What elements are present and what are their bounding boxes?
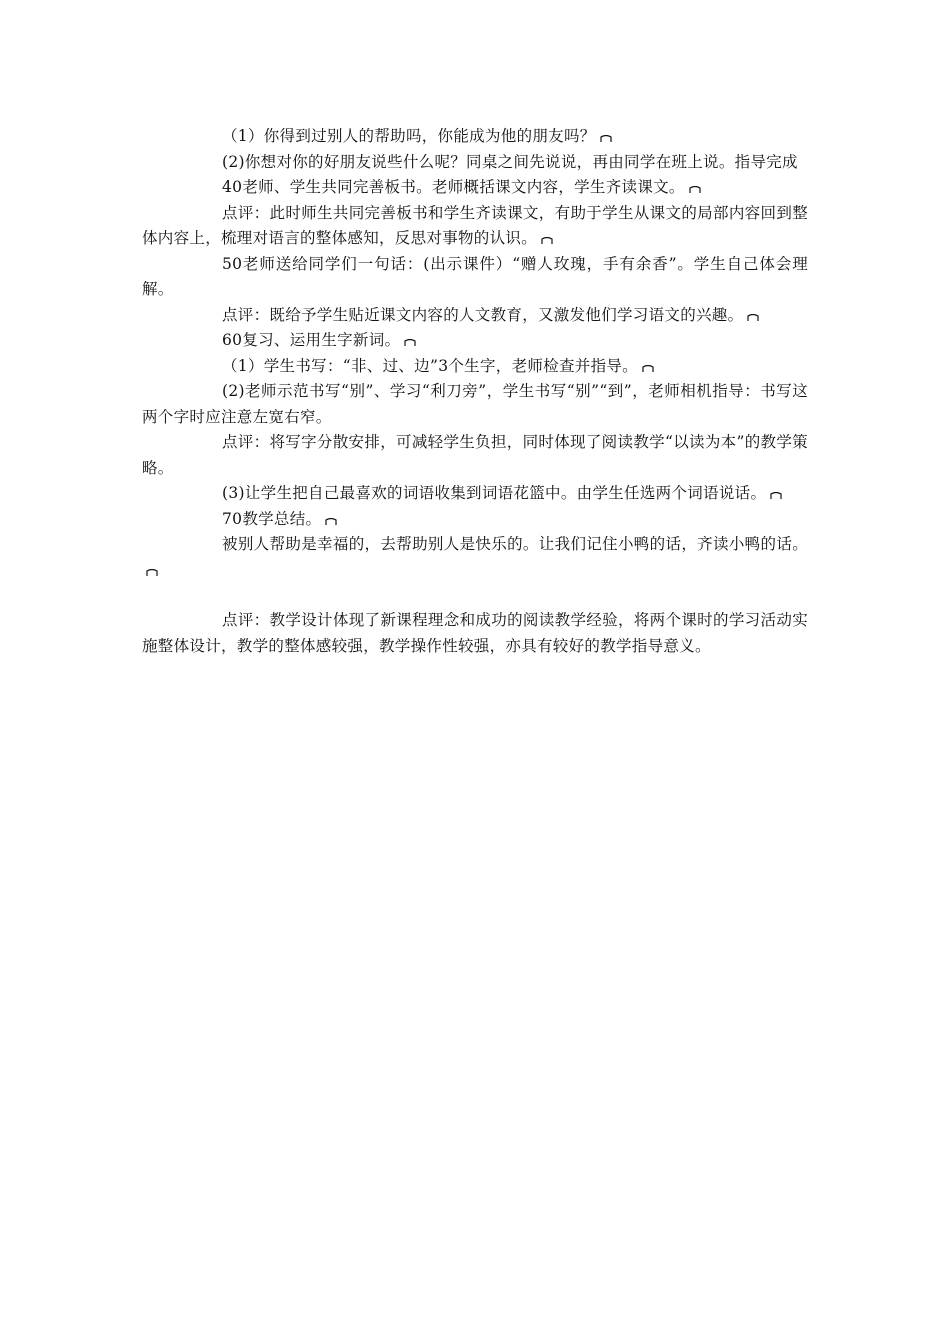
paragraph-mark-icon (689, 186, 701, 193)
paragraph-text: (2)老师示范书写“别”、学习“利刀旁”，学生书写“别”“到”，老师相机指导：书写这两个字时应注意左宽右窄。 (142, 382, 808, 426)
paragraph-mark-icon (642, 365, 654, 372)
paragraph-text: (2)你想对你的好朋友说些什么呢？同桌之间先说说，再由同学在班上说。指导完成 (222, 152, 798, 171)
paragraph-text: (3)让学生把自己最喜欢的词语收集到词语花篮中。由学生任选两个词语说话。 (222, 484, 767, 502)
paragraph-text: （1）你得到过别人的帮助吗，你能成为他的朋友吗？ (222, 127, 596, 145)
paragraph-6 (142, 303, 808, 329)
paragraph-text: 点评：将写字分散安排，可减轻学生负担，同时体现了阅读教学“以读为本”的教学策略。 (142, 433, 808, 477)
paragraph-text: 50老师送给同学们一句话：(出示课件）“赠人玫瑰，手有余香”。学生自己体会理解。 (142, 254, 808, 298)
paragraph-4 (142, 201, 808, 252)
paragraph-5 (142, 252, 808, 303)
paragraph-mark-icon (747, 314, 759, 321)
paragraph-mark-icon (325, 518, 337, 525)
paragraph-10 (142, 430, 808, 481)
paragraph-11 (142, 481, 808, 507)
document-body (142, 124, 808, 659)
paragraph-text: 40老师、学生共同完善板书。老师概括课文内容，学生齐读课文。 (222, 178, 685, 196)
paragraph-text: 点评：既给予学生贴近课文内容的人文教育，又激发他们学习语文的兴趣。 (222, 305, 744, 324)
paragraph-text: 70教学总结。 (222, 509, 322, 528)
paragraph-9 (142, 379, 808, 430)
paragraph-mark-icon (541, 237, 553, 244)
paragraph-text: 被别人帮助是幸福的，去帮助别人是快乐的。让我们记住小鸭的话，齐读小鸭的话。 (222, 535, 808, 553)
paragraph-mark-icon (770, 492, 782, 499)
paragraph-13 (142, 532, 808, 583)
paragraph-text: 点评：此时师生共同完善板书和学生齐读课文，有助于学生从课文的局部内容回到整体内容上，梳理对语言的整体感知，反思对事物的认识。 (142, 203, 808, 247)
paragraph-12 (142, 507, 808, 533)
paragraph-mark-icon (404, 339, 416, 346)
paragraph-mark-icon (600, 135, 612, 142)
paragraph-mark-icon (146, 569, 158, 576)
paragraph-7 (142, 328, 808, 354)
paragraph-summary-review (142, 608, 808, 659)
paragraph-2 (142, 150, 808, 176)
paragraph-text: 点评：教学设计体现了新课程理念和成功的阅读教学经验，将两个课时的学习活动实施整体设计，教学的整体感较强，教学操作性较强，亦具有较好的教学指导意义。 (142, 611, 808, 655)
paragraph-text: 60复习、运用生字新词。 (222, 331, 401, 349)
paragraph-8 (142, 354, 808, 380)
paragraph-text: （1）学生书写：“非、过、边”3个生字，老师检查并指导。 (222, 356, 638, 375)
paragraph-1 (142, 124, 808, 150)
paragraph-3 (142, 175, 808, 201)
